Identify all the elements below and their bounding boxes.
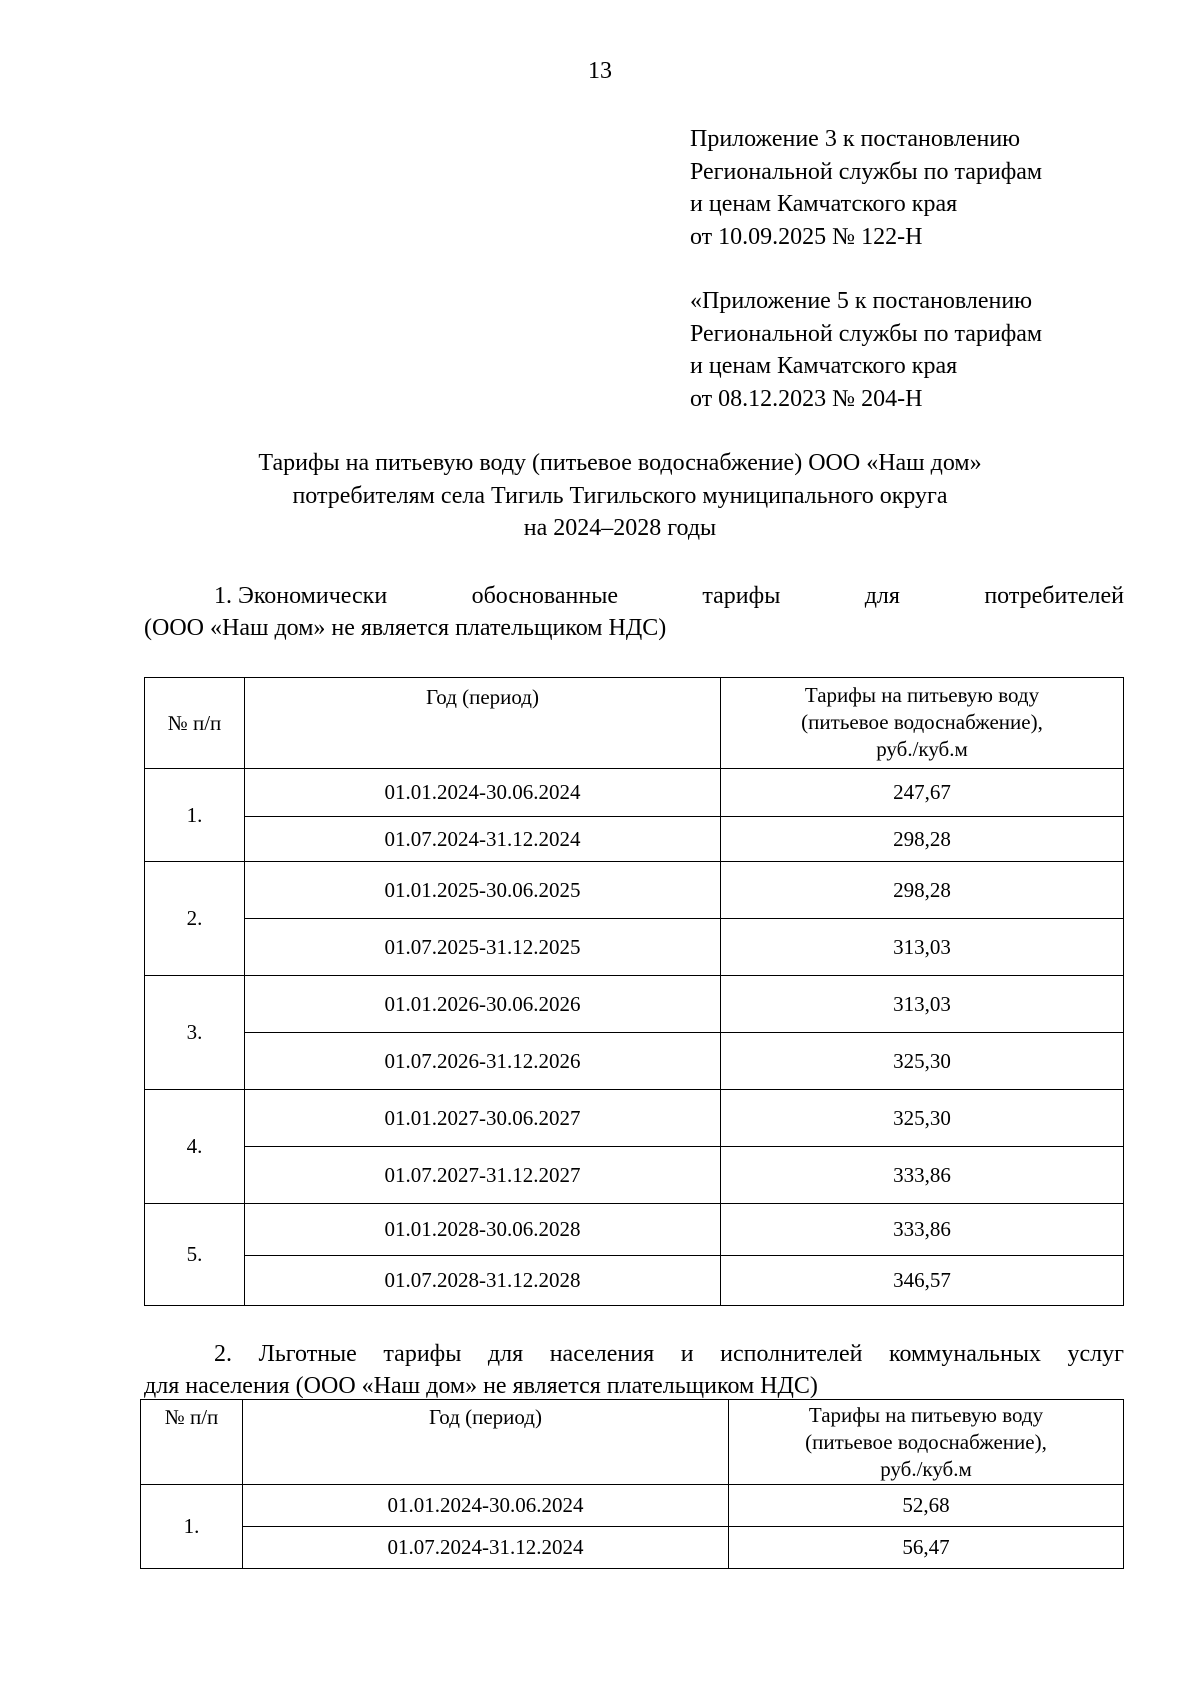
period-cell: 01.01.2024-30.06.2024 [245, 769, 721, 817]
period-cell: 01.07.2026-31.12.2026 [245, 1033, 721, 1090]
appendix-line: «Приложение 5 к постановлению [690, 288, 1033, 314]
title-line: на 2024–2028 годы [523, 515, 717, 541]
appendix-original [690, 285, 1170, 415]
appendix-current [690, 123, 1170, 253]
table-row [145, 976, 1124, 1033]
column-header-tariff: Тарифы на питьевую воду (питьевое водоснабжение), руб./куб.м [721, 678, 1124, 769]
heading-word: для [864, 583, 900, 609]
table-row [145, 817, 1124, 862]
heading-word: 1. Экономически [214, 583, 388, 609]
row-number: 5. [145, 1204, 245, 1306]
period-cell: 01.07.2028-31.12.2028 [245, 1256, 721, 1306]
tariff-table-preferential [140, 1399, 1124, 1569]
row-number: 3. [145, 976, 245, 1090]
column-header-period: Год (период) [245, 678, 721, 769]
period-cell: 01.07.2024-31.12.2024 [243, 1527, 729, 1569]
appendix-line: от 10.09.2025 № 122-Н [690, 223, 923, 250]
tariff-value-cell: 333,86 [721, 1204, 1124, 1256]
heading-word: потребителей [984, 583, 1124, 609]
period-cell: 01.01.2027-30.06.2027 [245, 1090, 721, 1147]
period-cell: 01.01.2025-30.06.2025 [245, 862, 721, 919]
table-row [141, 1485, 1124, 1527]
tariff-value-cell: 346,57 [721, 1256, 1124, 1306]
period-cell: 01.01.2028-30.06.2028 [245, 1204, 721, 1256]
period-cell: 01.07.2027-31.12.2027 [245, 1147, 721, 1204]
table-row [145, 919, 1124, 976]
table-row [141, 1527, 1124, 1569]
tariff-value-cell: 325,30 [721, 1033, 1124, 1090]
title-line: Тарифы на питьевую воду (питьевое водоснабжение) ООО «Наш дом» [258, 450, 982, 476]
heading-line: (ООО «Наш дом» не является плательщиком НДС) [144, 615, 667, 641]
row-number: 1. [145, 769, 245, 862]
table-row [145, 1256, 1124, 1306]
table-row [145, 769, 1124, 817]
tariff-value-cell: 333,86 [721, 1147, 1124, 1204]
appendix-line: и ценам Камчатского края [690, 191, 958, 217]
table-row [145, 1090, 1124, 1147]
tariff-value-cell: 52,68 [729, 1485, 1124, 1527]
appendix-line: Приложение 3 к постановлению [690, 126, 1021, 152]
table-row [145, 1033, 1124, 1090]
appendix-line: Региональной службы по тарифам [690, 158, 1043, 185]
row-number: 1. [141, 1485, 243, 1569]
tariff-value-cell: 56,47 [729, 1527, 1124, 1569]
tariff-value-cell: 313,03 [721, 919, 1124, 976]
tariff-value-cell: 298,28 [721, 817, 1124, 862]
column-header-period: Год (период) [243, 1400, 729, 1485]
appendix-line: и ценам Камчатского края [690, 353, 958, 379]
table-row [145, 1147, 1124, 1204]
document-title [0, 447, 1200, 545]
period-cell: 01.07.2025-31.12.2025 [245, 919, 721, 976]
heading-line: для населения (ООО «Наш дом» не является плательщиком НДС) [144, 1373, 818, 1399]
period-cell: 01.07.2024-31.12.2024 [245, 817, 721, 862]
column-header-tariff: Тарифы на питьевую воду (питьевое водоснабжение), руб./куб.м [729, 1400, 1124, 1485]
column-header-number: № п/п [145, 678, 245, 769]
tariff-value-cell: 247,67 [721, 769, 1124, 817]
heading-word: тарифы [702, 583, 781, 609]
table-row [145, 1204, 1124, 1256]
table-row [145, 862, 1124, 919]
tariff-value-cell: 298,28 [721, 862, 1124, 919]
tariff-value-cell: 325,30 [721, 1090, 1124, 1147]
tariff-table-economic [144, 677, 1124, 1306]
title-line: потребителям села Тигиль Тигильского муниципального округа [292, 482, 948, 509]
heading-line: 2. Льготные тарифы для населения и исполнителей коммунальных услуг [214, 1341, 1124, 1367]
appendix-line: Региональной службы по тарифам [690, 320, 1043, 347]
column-header-number: № п/п [141, 1400, 243, 1485]
section-2-heading [144, 1338, 1124, 1402]
row-number: 4. [145, 1090, 245, 1204]
row-number: 2. [145, 862, 245, 976]
appendix-line: от 08.12.2023 № 204-Н [690, 385, 923, 412]
period-cell: 01.01.2026-30.06.2026 [245, 976, 721, 1033]
table-header-row [145, 678, 1124, 769]
period-cell: 01.01.2024-30.06.2024 [243, 1485, 729, 1527]
tariff-value-cell: 313,03 [721, 976, 1124, 1033]
section-1-heading [144, 580, 1124, 644]
heading-word: обоснованные [471, 583, 618, 609]
table-header-row [141, 1400, 1124, 1485]
page-number: 13 [588, 58, 612, 84]
